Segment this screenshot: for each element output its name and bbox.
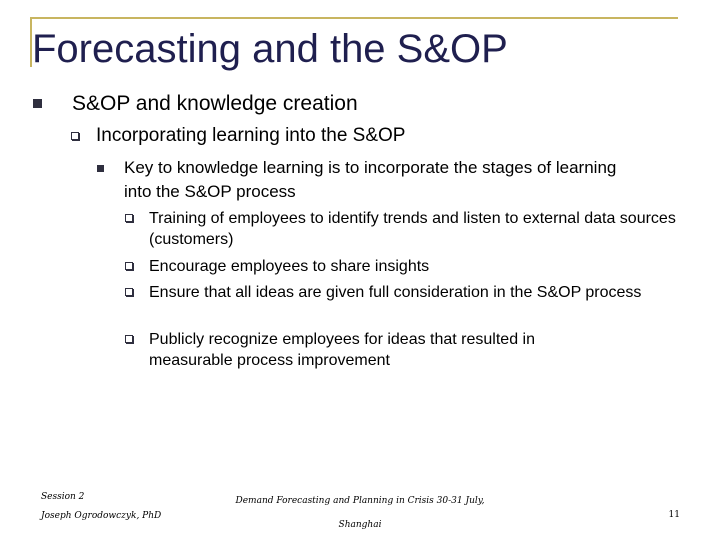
level4-bullet-text: Ensure that all ideas are given full consideration in the S&OP process (149, 284, 642, 301)
square-bullet-icon (97, 165, 104, 172)
title-frame-top-rule (30, 17, 678, 19)
footer-event: Demand Forecasting and Planning in Crisis 30-31 July, Shanghai (235, 496, 485, 530)
slide-title: Forecasting and the S&OP (32, 27, 508, 71)
page-number: 11 (668, 510, 680, 520)
hollow-square-bullet-icon (71, 132, 79, 140)
hollow-square-bullet-icon (125, 262, 133, 270)
hollow-square-bullet-icon (125, 214, 133, 222)
footer-author: Joseph Ogrodowczyk, PhD (41, 511, 162, 521)
level2-bullet-text: Incorporating learning into the S&OP (96, 125, 406, 146)
hollow-square-bullet-icon (125, 335, 133, 343)
level4-bullet-text: Encourage employees to share insights (149, 258, 430, 275)
hollow-square-bullet-icon (125, 288, 133, 296)
level1-bullet-text: S&OP and knowledge creation (72, 92, 358, 115)
level3-bullet-text: Key to knowledge learning is to incorporate the stages of learning into the S&OP process (124, 158, 617, 201)
square-bullet-icon (33, 99, 42, 108)
footer-session: Session 2 (41, 492, 85, 502)
level4-bullet-text: Training of employees to identify trends and listen to external data sources (customers) (149, 210, 676, 248)
level4-bullet-text: Publicly recognize employees for ideas that resulted in measurable process improvement (149, 331, 535, 369)
